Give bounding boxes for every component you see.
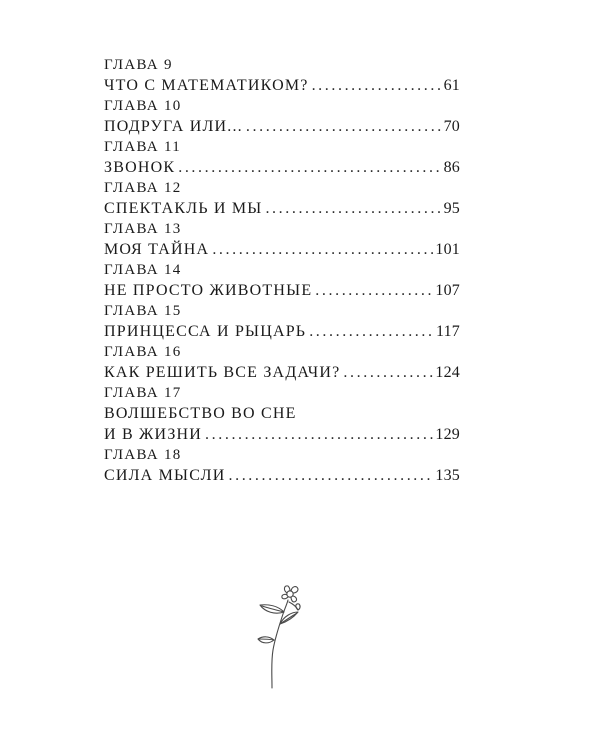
chapter-title: КАК РЕШИТЬ ВСЕ ЗАДАЧИ? — [104, 364, 341, 381]
page-number: 101 — [435, 241, 460, 258]
toc-entry-chapter-14 — [104, 261, 460, 301]
toc-line — [104, 280, 460, 301]
chapter-title: ВОЛШЕБСТВО ВО СНЕ — [104, 405, 297, 422]
chapter-label: ГЛАВА 10 — [104, 98, 182, 114]
page-number: 61 — [443, 77, 460, 94]
toc-line — [104, 198, 460, 219]
table-of-contents — [104, 56, 460, 487]
toc-entry-chapter-15 — [104, 302, 460, 342]
chapter-title: ПОДРУГА ИЛИ... — [104, 118, 243, 135]
dot-leader — [343, 362, 433, 383]
toc-entry-chapter-11 — [104, 138, 460, 178]
page-number: 129 — [435, 426, 460, 443]
page-number: 70 — [443, 118, 460, 135]
toc-entry-chapter-16 — [104, 343, 460, 383]
toc-entry-chapter-13 — [104, 220, 460, 260]
dot-leader — [315, 280, 433, 301]
page-number: 86 — [443, 159, 460, 176]
dot-leader — [205, 424, 433, 445]
page-number: 117 — [435, 323, 460, 340]
flower-icon — [248, 580, 308, 690]
toc-line — [104, 321, 460, 342]
dot-leader — [178, 157, 441, 178]
dot-leader — [309, 321, 434, 342]
toc-line — [104, 362, 460, 383]
toc-line — [104, 75, 460, 96]
toc-entry-chapter-17 — [104, 384, 460, 445]
page-number: 107 — [435, 282, 460, 299]
chapter-label: ГЛАВА 13 — [104, 221, 182, 237]
dot-leader — [312, 75, 442, 96]
toc-line — [104, 157, 460, 178]
page-number: 124 — [435, 364, 460, 381]
chapter-label: ГЛАВА 11 — [104, 139, 182, 155]
toc-entry-chapter-9 — [104, 56, 460, 96]
chapter-label: ГЛАВА 17 — [104, 385, 182, 401]
dot-leader — [265, 198, 441, 219]
dot-leader — [246, 116, 442, 137]
toc-line — [104, 465, 460, 486]
chapter-label: ГЛАВА 16 — [104, 344, 182, 360]
toc-entry-chapter-10 — [104, 97, 460, 137]
toc-line — [104, 116, 460, 137]
dot-leader — [212, 239, 433, 260]
page-number: 95 — [443, 200, 460, 217]
page-number: 135 — [435, 467, 460, 484]
chapter-title: СПЕКТАКЛЬ И МЫ — [104, 200, 263, 217]
chapter-title-continued: И В ЖИЗНИ — [104, 426, 203, 443]
chapter-title: ЗВОНОК — [104, 159, 176, 176]
chapter-label: ГЛАВА 9 — [104, 57, 173, 73]
toc-entry-chapter-18 — [104, 446, 460, 486]
chapter-label: ГЛАВА 14 — [104, 262, 182, 278]
chapter-title: ПРИНЦЕССА И РЫЦАРЬ — [104, 323, 307, 340]
toc-entry-chapter-12 — [104, 179, 460, 219]
chapter-title: СИЛА МЫСЛИ — [104, 467, 226, 484]
chapter-label: ГЛАВА 15 — [104, 303, 182, 319]
dot-leader — [229, 465, 434, 486]
chapter-title: ЧТО С МАТЕМАТИКОМ? — [104, 77, 309, 94]
chapter-title: МОЯ ТАЙНА — [104, 241, 210, 258]
toc-line — [104, 424, 460, 445]
toc-line — [104, 239, 460, 260]
chapter-label: ГЛАВА 12 — [104, 180, 182, 196]
chapter-label: ГЛАВА 18 — [104, 447, 182, 463]
chapter-title: НЕ ПРОСТО ЖИВОТНЫЕ — [104, 282, 313, 299]
